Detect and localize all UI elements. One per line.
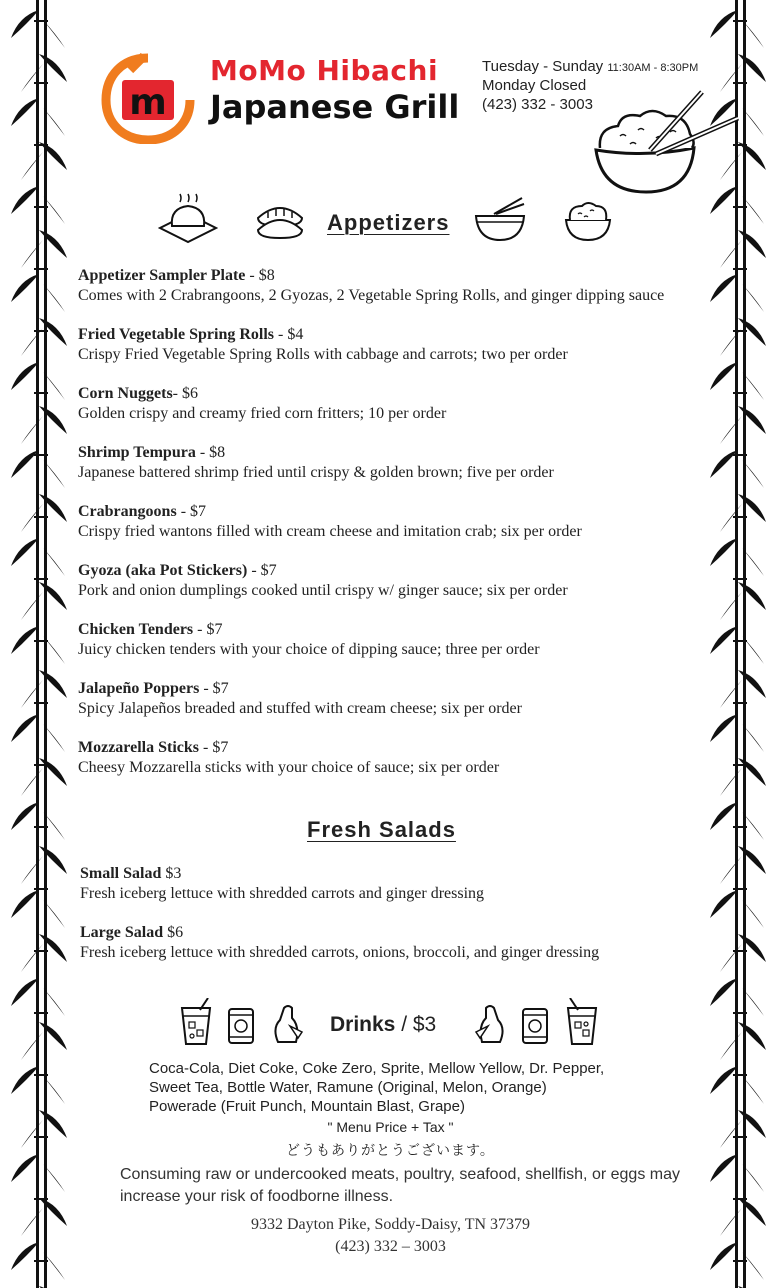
salad-list xyxy=(80,864,720,982)
item-name: Crabrangoons xyxy=(78,503,177,520)
food-warning: Consuming raw or undercooked meats, poultry, seafood, shellfish, or eggs may increase your risk of foodborne illness. xyxy=(120,1166,680,1205)
dumpling-icon xyxy=(254,198,306,242)
menu-item xyxy=(78,443,718,502)
soda-can-icon xyxy=(226,1005,256,1045)
item-desc: Golden crispy and creamy fried corn fritters; 10 per order xyxy=(78,405,447,422)
drinks-line: Coca-Cola, Diet Coke, Coke Zero, Sprite, Mellow Yellow, Dr. Pepper, xyxy=(149,1060,605,1077)
item-desc: Fresh iceberg lettuce with shredded carrots, onions, broccoli, and ginger dressing xyxy=(80,944,600,961)
item-name: Chicken Tenders xyxy=(78,621,194,638)
drink-glass-icon xyxy=(178,998,214,1046)
item-price: - $7 xyxy=(176,503,207,520)
rice-bowl-chopsticks-icon xyxy=(590,88,740,198)
item-desc: Spicy Jalapeños breaded and stuffed with cream cheese; six per order xyxy=(78,700,522,717)
brand-subtitle: Japanese Grill xyxy=(210,88,460,126)
footer-phone: (423) 332 – 3003 xyxy=(335,1238,446,1255)
salads-title: Fresh Salads xyxy=(307,817,456,842)
item-price: - $8 xyxy=(245,267,275,284)
bamboo-border-left-icon xyxy=(4,0,74,1288)
item-price: - $7 xyxy=(199,739,229,756)
bun-icon xyxy=(158,192,218,244)
drinks-line: Sweet Tea, Bottle Water, Ramune (Original, Melon, Orange) xyxy=(149,1079,547,1096)
menu-item xyxy=(78,679,718,738)
menu-item xyxy=(78,266,718,325)
item-price: $6 xyxy=(163,924,184,941)
item-desc: Crispy Fried Vegetable Spring Rolls with cabbage and carrots; two per order xyxy=(78,346,568,363)
soda-can-icon xyxy=(520,1005,550,1045)
item-price: - $7 xyxy=(199,680,229,697)
item-desc: Cheesy Mozzarella sticks with your choice of sauce; six per order xyxy=(78,759,500,776)
opening-time: 11:30AM - 8:30PM xyxy=(607,62,699,74)
thanks-text: どうもありがとうございます。 xyxy=(286,1142,495,1158)
item-price: $3 xyxy=(161,865,182,882)
item-name: Mozzarella Sticks xyxy=(78,739,200,756)
drinks-line: Powerade (Fruit Punch, Mountain Blast, Grape) xyxy=(149,1098,465,1115)
menu-item xyxy=(78,502,718,561)
item-name: Fried Vegetable Spring Rolls xyxy=(78,326,275,343)
drinks-list xyxy=(149,1059,604,1116)
brand-name: MoMo Hibachi xyxy=(210,54,439,87)
appetizer-list xyxy=(78,266,718,797)
ramune-bottle-icon xyxy=(270,1004,306,1044)
address: 9332 Dayton Pike, Soddy-Daisy, TN 37379 xyxy=(250,1216,531,1233)
item-price: - $4 xyxy=(274,326,304,343)
menu-item xyxy=(78,325,718,384)
header-phone: (423) 332 - 3003 xyxy=(482,96,593,113)
drinks-title-text: Drinks xyxy=(330,1013,396,1036)
item-price: - $8 xyxy=(195,444,226,461)
noodle-bowl-icon xyxy=(474,194,526,242)
drink-glass-icon xyxy=(564,998,600,1046)
item-name: Shrimp Tempura xyxy=(78,444,196,461)
menu-item xyxy=(78,384,718,443)
logo-letter: m xyxy=(129,82,167,123)
appetizers-title: Appetizers xyxy=(327,210,450,235)
item-name: Jalapeño Poppers xyxy=(78,680,200,697)
opening-days-text: Tuesday - Sunday xyxy=(482,58,604,75)
item-desc: Pork and onion dumplings cooked until crispy w/ ginger sauce; six per order xyxy=(78,582,568,599)
tax-note: " Menu Price + Tax " xyxy=(327,1119,454,1135)
item-desc: Crispy fried wantons filled with cream cheese and imitation crab; six per order xyxy=(78,523,582,540)
item-price: - $6 xyxy=(172,385,198,402)
menu-item xyxy=(78,561,718,620)
menu-item xyxy=(80,923,720,982)
item-desc: Japanese battered shrimp fried until crispy & golden brown; five per order xyxy=(78,464,554,481)
menu-item xyxy=(78,620,718,679)
item-name: Corn Nuggets xyxy=(78,385,173,402)
opening-days xyxy=(482,58,698,75)
item-price: - $7 xyxy=(247,562,277,579)
item-name: Gyoza (aka Pot Stickers) xyxy=(78,562,248,579)
ramune-bottle-icon xyxy=(472,1004,508,1044)
drinks-title xyxy=(330,1013,436,1037)
rice-bowl-icon xyxy=(562,198,614,242)
item-name: Small Salad xyxy=(80,865,162,882)
closed-day: Monday Closed xyxy=(482,77,587,94)
item-name: Large Salad xyxy=(80,924,164,941)
drinks-price: / $3 xyxy=(395,1013,437,1036)
menu-item xyxy=(80,864,720,923)
item-desc: Comes with 2 Crabrangoons, 2 Gyozas, 2 Vegetable Spring Rolls, and ginger dipping sauce xyxy=(78,287,665,304)
logo-icon xyxy=(100,52,196,144)
item-desc: Juicy chicken tenders with your choice of dipping sauce; three per order xyxy=(78,641,540,658)
item-price: - $7 xyxy=(193,621,223,638)
footer-contact xyxy=(0,1214,781,1258)
item-name: Appetizer Sampler Plate xyxy=(78,267,246,284)
item-desc: Fresh iceberg lettuce with shredded carrots and ginger dressing xyxy=(80,885,485,902)
menu-item xyxy=(78,738,718,797)
